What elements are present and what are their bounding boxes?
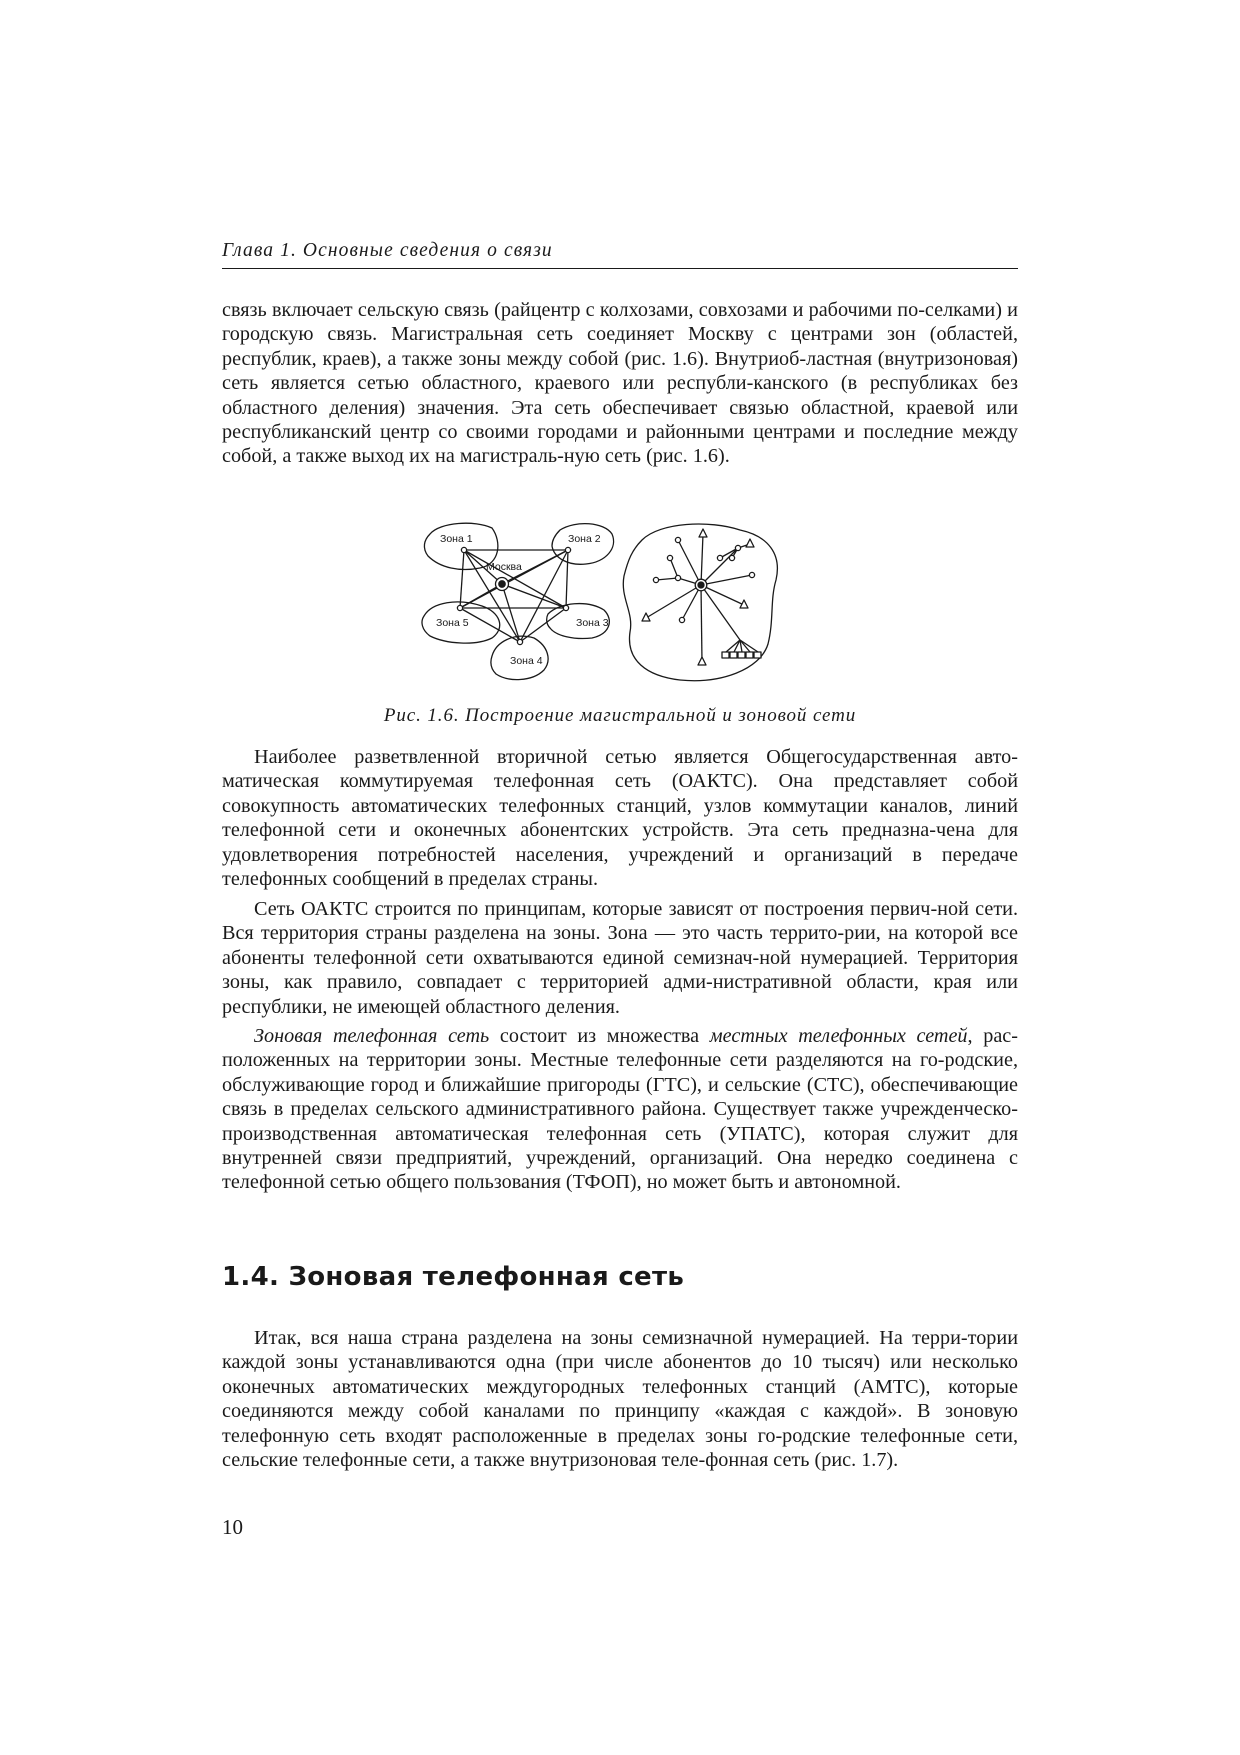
paragraph-zonal-network-rest: , рас-положенных на территории зоны. Местные телефонные сети разделяются на го-родские, обслуживающие город и ближайшие пригороды (ГТС), и сельские (СТС), обеспечивающие связь в пределах сельского административного района. Существует также учрежденческо-производственная автоматическая телефонная сеть (УПАТС), которая служит для внутренней связи предприятий, учреждений, организаций. Она нередко соединена с телефонной сетью общего пользования (ТФОП), но может быть и автономной. xyxy=(222,1025,1018,1194)
running-head: Глава 1. Основные сведения о связи xyxy=(222,240,1018,269)
label-zone-3: Зона 3 xyxy=(576,617,609,629)
zone-labels xyxy=(436,533,609,667)
paragraph-oakts: Наиболее разветвленной вторичной сетью является Общегосударственная авто-матическая коммутируемая телефонная сеть (ОАКТС). Она представляет собой совокупность автоматических телефонных станций, узлов коммутации каналов, линий телефонной сети и оконечных абонентских устройств. Эта сеть предназна-чена для удовлетворения потребностей населения, учреждений и организаций в передаче телефонных сообщений в пределах страны. xyxy=(222,746,1018,891)
section-heading: 1.4. Зоновая телефонная сеть xyxy=(222,1262,685,1292)
label-moscow: Москва xyxy=(486,561,522,573)
figure-1-6 xyxy=(420,520,830,688)
label-zone-2: Зона 2 xyxy=(568,533,601,545)
label-zone-4: Зона 4 xyxy=(510,655,543,667)
figure-caption: Рис. 1.6. Построение магистральной и зоновой сети xyxy=(383,705,857,726)
label-zone-5: Зона 5 xyxy=(436,617,469,629)
paragraph-section-intro: Итак, вся наша страна разделена на зоны семизначной нумерацией. На терри-тории каждой зоны устанавливаются одна (при числе абонентов до 10 тысяч) или несколько оконечных автоматических междугородных телефонных станций (АМТС), которые соединяются между собой каналами по принципу «каждая с каждой». В зоновую телефонную сеть входят расположенные в пределах зоны го-родские телефонные сети, сельские телефонные сети, а также внутризоновая теле-фонная сеть (рис. 1.7). xyxy=(222,1327,1018,1472)
paragraph-zonal-network xyxy=(222,1024,1018,1195)
zonal-network xyxy=(623,524,777,681)
term-local-networks: местных телефонных сетей xyxy=(709,1025,968,1047)
term-zonal-network: Зоновая телефонная сеть xyxy=(254,1025,490,1047)
page-number: 10 xyxy=(222,1515,243,1539)
paragraph-zones: Сеть ОАКТС строится по принципам, которые зависят от построения первич-ной сети. Вся территория страны разделена на зоны. Зона — это часть террито-рии, на которой все абоненты телефонной сети охватываются единой семизнач-ной нумерацией. Территория зоны, как правило, совпадает с территорией адми-нистративной области, края или республики, не имеющей областного деления. xyxy=(222,898,1018,1018)
paragraph-intro: связь включает сельскую связь (райцентр с колхозами, совхозами и рабочими по-селками) и городскую связь. Магистральная сеть соединяет Москву с центрами зон (областей, республик, краев), а также зоны между собой (рис. 1.6). Внутриоб-ластная (внутризоновая) сеть является сетью областного, краевого или республи-канского (в республиках без областного деления) значения. Эта сеть обеспечивает связью областной, краевой или республиканский центр со своими городами и районными центрами и последние между собой, а также выход их на магистраль-ную сеть (рис. 1.6). xyxy=(222,299,1018,468)
label-zone-1: Зона 1 xyxy=(440,533,473,545)
network-diagram xyxy=(420,520,830,688)
paragraph-zonal-network-mid: состоит из множества xyxy=(489,1025,710,1047)
